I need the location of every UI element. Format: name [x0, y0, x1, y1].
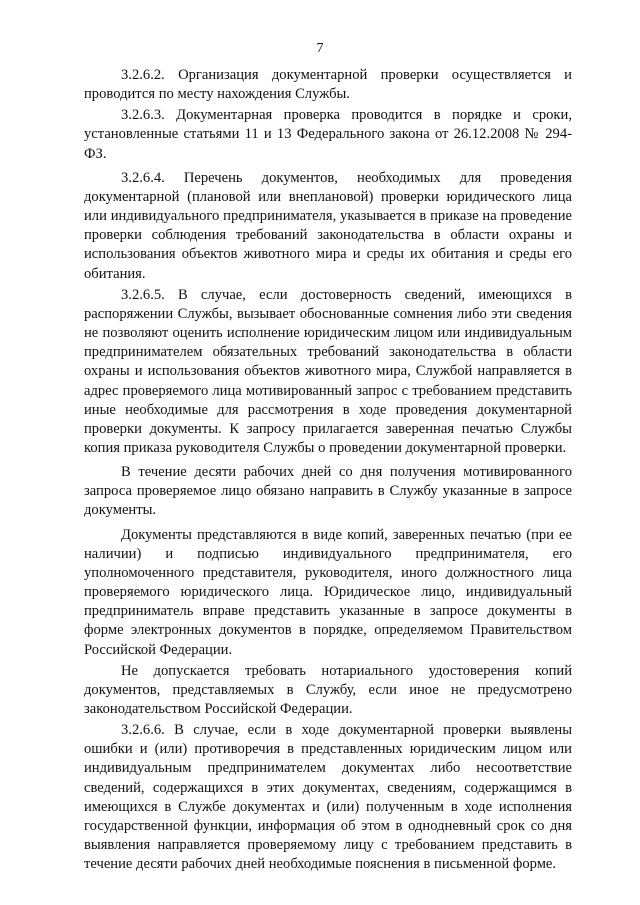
paragraph-document-copies: Документы представляются в виде копий, заверенных печатью (при ее наличии) и подписью индивидуального предпринимателя, его уполномоченного представителя, руководителя, иного должностного лица проверяемого юридического лица. Юридическое лицо, индивидуальный предприниматель вправе представить указанные в запросе документы в форме электронных документов в порядке, определяемом Правительством Российской Федерации. [84, 526, 572, 658]
paragraph-ten-days: В течение десяти рабочих дней со дня получения мотивированного запроса проверяемое лицо обязано направить в Службу указанные в запросе документы. [84, 464, 572, 519]
paragraph-3-2-6-6: 3.2.6.6. В случае, если в ходе документарной проверки выявлены ошибки и (или) противоречия в представленных юридическим лицом или индивидуальным предпринимателем документах либо несоответствие сведений, содержащихся в этих документах, сведениям, содержащимся в имеющихся в Службе документах и (или) полученным в ходе исполнения государственной функции, информация об этом в однодневный срок со дня выявления направляется проверяемому лицу с требованием представить в течение десяти рабочих дней необходимые пояснения в письменной форме. [84, 722, 572, 873]
document-body [84, 66, 572, 874]
paragraph-3-2-6-2: 3.2.6.2. Организация документарной проверки осуществляется и проводится по месту нахождения Службы. [84, 67, 572, 103]
page-number: 7 [316, 41, 324, 56]
paragraph-3-2-6-3: 3.2.6.3. Документарная проверка проводится в порядке и сроки, установленные статьями 11 и 13 Федерального закона от 26.12.2008 № 294-ФЗ. [84, 107, 572, 162]
paragraph-3-2-6-4: 3.2.6.4. Перечень документов, необходимых для проведения документарной (плановой или внеплановой) проверки юридического лица или индивидуального предпринимателя, указывается в приказе на проведение проверки соблюдения требований законодательства в области охраны и использования объектов животного мира и среды их обитания и среды его обитания. [84, 169, 572, 282]
paragraph-notary: Не допускается требовать нотариального удостоверения копий документов, представляемых в Службу, если иное не предусмотрено законодательством Российской Федерации. [84, 662, 572, 717]
paragraph-3-2-6-5: 3.2.6.5. В случае, если достоверность сведений, имеющихся в распоряжении Службы, вызывает обоснованные сомнения либо эти сведения не позволяют оценить исполнение юридическим лицом или индивидуальным предпринимателем обязательных требований законодательства в области охраны и использования объектов животного мира, Службой направляется в адрес проверяемого лица мотивированный запрос с требованием представить иные необходимые для рассмотрения в ходе проведения документарной проверки документы. К запросу прилагается заверенная печатью Службы копия приказа руководителя Службы о проведении документарной проверки. [84, 286, 572, 456]
